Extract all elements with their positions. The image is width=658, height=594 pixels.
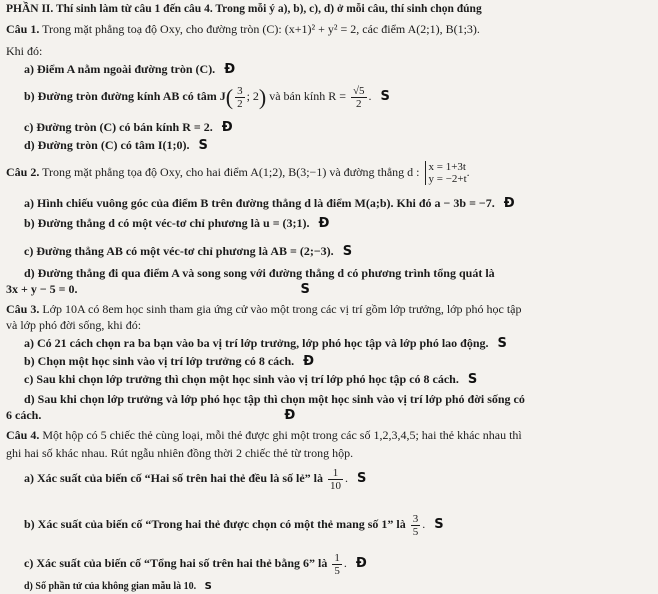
- fraction: $\frac{1}{10}$: [330, 466, 341, 492]
- answer-mark: Đ: [224, 62, 236, 77]
- q2-item-d: d) Đường thẳng đi qua điểm A và song song với đường thẳng d có phương trình tổng quát là: [24, 266, 495, 280]
- answer-mark: S: [198, 138, 208, 153]
- q3-stem-cont: và lớp phó đời sống, khi đó:: [6, 318, 142, 332]
- answer-mark: Đ: [355, 556, 367, 571]
- q4-item-c: c) Xác suất của biến cố “Tổng hai số trên hai thẻ bằng 6” là $\frac{1}{5}$ . Đ: [24, 551, 367, 577]
- q3-stem: Câu 3. Lớp 10A có 8em học sinh tham gia ứng cử vào một trong các vị trí gồm lớp trưởng, lớp phó học tập: [6, 302, 522, 316]
- q3-item-d-cont: 6 cách. Đ: [6, 408, 296, 423]
- q4-item-b: b) Xác suất của biến cố “Trong hai thẻ được chọn có một thẻ mang số 1” là $\frac{3}{5}$ . S: [24, 512, 444, 538]
- answer-mark: Đ: [303, 354, 315, 369]
- q1-stem: Câu 1. Trong mặt phẳng toạ độ Oxy, cho đường tròn (C): (x+1)² + y² = 2, các điểm A(2;1), B(1;3).: [6, 22, 480, 36]
- q2-item-a: a) Hình chiếu vuông góc của điểm B trên đường thẳng d là điểm M(a;b). Khi đó a − 3b = −7. Đ: [24, 196, 515, 211]
- q3-item-d: d) Sau khi chọn lớp trưởng và lớp phó học tập thì chọn một học sinh vào vị trí lớp phó đời sống có: [24, 392, 525, 406]
- answer-mark: S: [467, 372, 478, 387]
- q3-item-b: b) Chọn một học sinh vào vị trí lớp trưởng có 8 cách. Đ: [24, 354, 315, 369]
- answer-mark: S: [342, 244, 353, 259]
- q1-item-b: b) Đường tròn đường kính AB có tâm J( $\frac{3}{2}$ ; 2) và bán kính R = $\frac{√5}{2}$ . S: [24, 84, 390, 110]
- q1-item-a: a) Điểm A nằm ngoài đường tròn (C). Đ: [24, 62, 236, 77]
- q1-khi-do: Khi đó:: [6, 44, 43, 58]
- q1-item-d: d) Đường tròn (C) có tâm I(1;0). S: [24, 138, 208, 153]
- answer-mark: Đ: [503, 196, 515, 211]
- fraction: $\frac{√5}{2}$: [353, 84, 365, 110]
- answer-mark: S: [497, 336, 507, 351]
- fraction: $\frac{3}{5}$: [412, 512, 419, 538]
- answer-mark: S: [204, 581, 212, 592]
- answer-mark: Đ: [284, 408, 296, 423]
- q2-stem: Câu 2. Trong mặt phẳng tọa độ Oxy, cho hai điểm A(1;2), B(3;−1) và đường thẳng d : x = 1+3t y = −2+t .: [6, 161, 470, 186]
- answer-mark: Đ: [318, 216, 330, 231]
- q3-item-a: a) Có 21 cách chọn ra ba bạn vào ba vị trí lớp trưởng, lớp phó học tập và lớp phó lao động. S: [24, 336, 507, 351]
- q2-item-d-cont: 3x + y − 5 = 0. S: [6, 282, 310, 297]
- q4-stem: Câu 4. Một hộp có 5 chiếc thẻ cùng loại, mỗi thẻ được ghi một trong các số 1,2,3,4,5; hai thẻ khác nhau thì: [6, 428, 522, 442]
- q2-item-b: b) Đường thẳng d có một véc-tơ chỉ phương là u = (3;1). Đ: [24, 216, 330, 231]
- section-header: PHẦN II. Thí sinh làm từ câu 1 đến câu 4. Trong mỗi ý a), b), c), d) ở mỗi câu, thí sinh chọn đúng: [6, 3, 482, 15]
- answer-mark: S: [380, 89, 390, 104]
- q4-item-a: a) Xác suất của biến cố “Hai số trên hai thẻ đều là số lẻ” là $\frac{1}{10}$ . S: [24, 466, 367, 492]
- fraction: $\frac{1}{5}$: [334, 551, 340, 577]
- q1-item-c: c) Đường tròn (C) có bán kính R = 2. Đ: [24, 120, 233, 135]
- answer-mark: S: [357, 471, 367, 486]
- answer-mark: S: [434, 517, 444, 532]
- q2-item-c: c) Đường thẳng AB có một véc-tơ chỉ phương là AB = (2;−3). S: [24, 244, 353, 259]
- q4-stem-cont: ghi hai số khác nhau. Rút ngẫu nhiên đồng thời 2 chiếc thẻ từ trong hộp.: [6, 446, 354, 460]
- answer-mark: Đ: [221, 120, 233, 135]
- q4-item-d: d) Số phần tử của không gian mẫu là 10. S: [24, 581, 212, 592]
- equation-system: x = 1+3t y = −2+t: [425, 161, 467, 185]
- fraction: $\frac{3}{2}$: [237, 84, 243, 110]
- q3-item-c: c) Sau khi chọn lớp trưởng thì chọn một học sinh vào vị trí lớp phó học tập có 8 cách. S: [24, 372, 478, 387]
- answer-mark: S: [300, 282, 310, 297]
